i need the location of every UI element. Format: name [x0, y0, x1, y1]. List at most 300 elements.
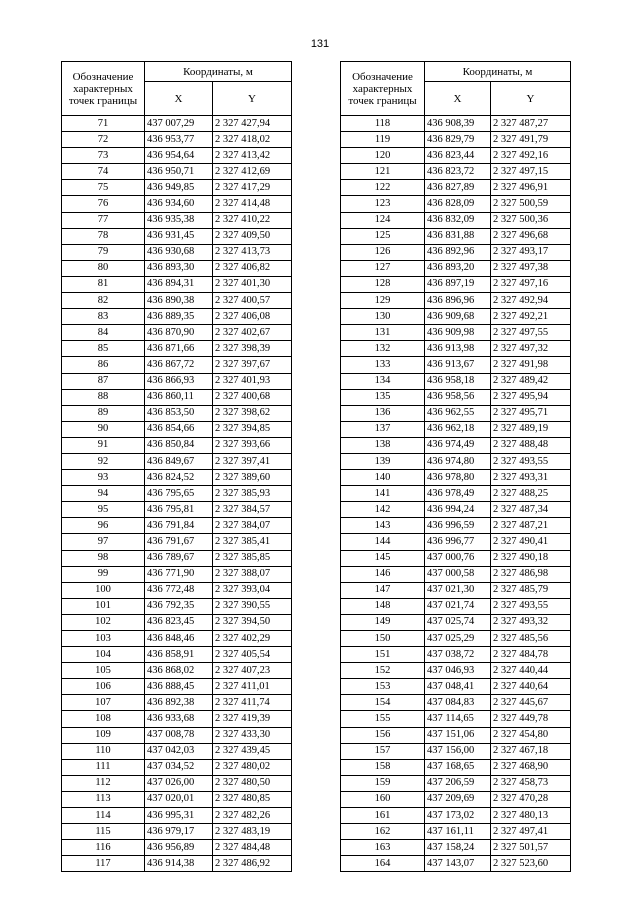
- coord-y-cell: 2 327 390,55: [213, 598, 292, 614]
- coord-y-cell: 2 327 394,85: [213, 421, 292, 437]
- point-id-cell: 113: [62, 791, 145, 807]
- coord-x-cell: 436 934,60: [145, 196, 213, 212]
- coord-x-cell: 437 025,74: [425, 614, 491, 630]
- coord-x-cell: 436 791,67: [145, 534, 213, 550]
- table-row: [62, 325, 292, 341]
- table-row: [62, 502, 292, 518]
- coord-x-cell: 436 896,96: [425, 293, 491, 309]
- coord-y-cell: 2 327 406,08: [213, 309, 292, 325]
- coord-x-cell: 436 832,09: [425, 212, 491, 228]
- coord-x-cell: 436 913,98: [425, 341, 491, 357]
- coord-x-cell: 436 893,20: [425, 260, 491, 276]
- coord-y-cell: 2 327 384,57: [213, 502, 292, 518]
- point-id-cell: 153: [341, 679, 425, 695]
- table-row: [62, 164, 292, 180]
- coord-x-cell: 436 892,96: [425, 244, 491, 260]
- coord-y-cell: 2 327 496,68: [491, 228, 571, 244]
- point-id-cell: 152: [341, 663, 425, 679]
- table-row: [341, 534, 571, 550]
- coord-x-cell: 436 890,38: [145, 293, 213, 309]
- coord-y-cell: 2 327 493,55: [491, 598, 571, 614]
- coord-y-cell: 2 327 385,85: [213, 550, 292, 566]
- table-row: [341, 228, 571, 244]
- coord-x-cell: 436 772,48: [145, 582, 213, 598]
- coord-x-cell: 436 831,88: [425, 228, 491, 244]
- coord-x-cell: 436 995,31: [145, 808, 213, 824]
- point-id-cell: 157: [341, 743, 425, 759]
- coord-x-cell: 436 871,66: [145, 341, 213, 357]
- coord-y-cell: 2 327 405,54: [213, 647, 292, 663]
- point-id-cell: 146: [341, 566, 425, 582]
- coord-x-cell: 436 828,09: [425, 196, 491, 212]
- coord-y-cell: 2 327 454,80: [491, 727, 571, 743]
- table-row: [62, 244, 292, 260]
- point-id-cell: 130: [341, 309, 425, 325]
- table-row: [62, 437, 292, 453]
- coord-x-cell: 437 034,52: [145, 759, 213, 775]
- table-row: [62, 759, 292, 775]
- point-id-cell: 74: [62, 164, 145, 180]
- coord-x-cell: 436 954,64: [145, 148, 213, 164]
- coord-x-cell: 436 962,55: [425, 405, 491, 421]
- point-id-cell: 92: [62, 453, 145, 469]
- header-point-label: Обозначение характерных точек границы: [62, 62, 145, 116]
- point-id-cell: 86: [62, 357, 145, 373]
- coord-y-cell: 2 327 406,82: [213, 260, 292, 276]
- table-row: [341, 164, 571, 180]
- coord-x-cell: 436 931,45: [145, 228, 213, 244]
- coord-x-cell: 436 914,38: [145, 856, 213, 872]
- coord-x-cell: 436 853,50: [145, 405, 213, 421]
- table-row: [341, 244, 571, 260]
- coord-y-cell: 2 327 486,98: [491, 566, 571, 582]
- point-id-cell: 99: [62, 566, 145, 582]
- point-id-cell: 100: [62, 582, 145, 598]
- coord-y-cell: 2 327 385,93: [213, 486, 292, 502]
- point-id-cell: 81: [62, 276, 145, 292]
- point-id-cell: 111: [62, 759, 145, 775]
- point-id-cell: 78: [62, 228, 145, 244]
- coord-x-cell: 436 829,79: [425, 132, 491, 148]
- coord-y-cell: 2 327 484,48: [213, 840, 292, 856]
- table-row: [62, 357, 292, 373]
- point-id-cell: 143: [341, 518, 425, 534]
- point-id-cell: 77: [62, 212, 145, 228]
- coord-x-cell: 436 795,65: [145, 486, 213, 502]
- table-row: [62, 598, 292, 614]
- coord-y-cell: 2 327 449,78: [491, 711, 571, 727]
- coord-x-cell: 436 889,35: [145, 309, 213, 325]
- coord-x-cell: 436 827,89: [425, 180, 491, 196]
- point-id-cell: 73: [62, 148, 145, 164]
- table-row: [341, 631, 571, 647]
- coord-y-cell: 2 327 401,93: [213, 373, 292, 389]
- table-row: [62, 534, 292, 550]
- coord-y-cell: 2 327 419,39: [213, 711, 292, 727]
- coord-x-cell: 437 151,06: [425, 727, 491, 743]
- point-id-cell: 108: [62, 711, 145, 727]
- coord-y-cell: 2 327 398,39: [213, 341, 292, 357]
- point-id-cell: 96: [62, 518, 145, 534]
- table-row: [341, 132, 571, 148]
- point-id-cell: 112: [62, 775, 145, 791]
- header-coordinates: Координаты, м: [145, 62, 292, 82]
- coord-x-cell: 436 979,17: [145, 824, 213, 840]
- coord-x-cell: 437 008,78: [145, 727, 213, 743]
- table-row: [62, 405, 292, 421]
- point-id-cell: 134: [341, 373, 425, 389]
- table-row: [341, 808, 571, 824]
- coord-x-cell: 436 953,77: [145, 132, 213, 148]
- coord-y-cell: 2 327 491,98: [491, 357, 571, 373]
- coord-y-cell: 2 327 497,32: [491, 341, 571, 357]
- coord-y-cell: 2 327 400,68: [213, 389, 292, 405]
- table-row: [341, 470, 571, 486]
- coord-y-cell: 2 327 440,64: [491, 679, 571, 695]
- coord-y-cell: 2 327 488,48: [491, 437, 571, 453]
- coord-x-cell: 436 860,11: [145, 389, 213, 405]
- table-row: [341, 679, 571, 695]
- point-id-cell: 145: [341, 550, 425, 566]
- coord-y-cell: 2 327 493,32: [491, 614, 571, 630]
- coord-y-cell: 2 327 394,50: [213, 614, 292, 630]
- coord-y-cell: 2 327 393,04: [213, 582, 292, 598]
- coord-x-cell: 436 978,80: [425, 470, 491, 486]
- coord-x-cell: 436 823,45: [145, 614, 213, 630]
- coord-y-cell: 2 327 497,55: [491, 325, 571, 341]
- point-id-cell: 91: [62, 437, 145, 453]
- table-row: [341, 695, 571, 711]
- point-id-cell: 101: [62, 598, 145, 614]
- coord-x-cell: 437 021,74: [425, 598, 491, 614]
- coordinates-table-left: [61, 61, 292, 872]
- coord-y-cell: 2 327 492,21: [491, 309, 571, 325]
- table-row: [341, 405, 571, 421]
- table-row: [62, 711, 292, 727]
- coord-x-cell: 436 823,72: [425, 164, 491, 180]
- coord-y-cell: 2 327 397,41: [213, 453, 292, 469]
- point-id-cell: 149: [341, 614, 425, 630]
- coord-y-cell: 2 327 501,57: [491, 840, 571, 856]
- coord-x-cell: 437 046,93: [425, 663, 491, 679]
- point-id-cell: 122: [341, 180, 425, 196]
- coord-y-cell: 2 327 492,94: [491, 293, 571, 309]
- header-coordinates: Координаты, м: [425, 62, 571, 82]
- coord-x-cell: 436 866,93: [145, 373, 213, 389]
- coord-x-cell: 436 978,49: [425, 486, 491, 502]
- point-id-cell: 129: [341, 293, 425, 309]
- point-id-cell: 160: [341, 791, 425, 807]
- coord-y-cell: 2 327 397,67: [213, 357, 292, 373]
- coord-y-cell: 2 327 487,34: [491, 502, 571, 518]
- point-id-cell: 104: [62, 647, 145, 663]
- coord-y-cell: 2 327 485,79: [491, 582, 571, 598]
- coord-y-cell: 2 327 487,21: [491, 518, 571, 534]
- coord-x-cell: 436 894,31: [145, 276, 213, 292]
- coord-x-cell: 437 206,59: [425, 775, 491, 791]
- coord-y-cell: 2 327 440,44: [491, 663, 571, 679]
- table-row: [62, 631, 292, 647]
- coord-y-cell: 2 327 523,60: [491, 856, 571, 872]
- table-row: [341, 775, 571, 791]
- point-id-cell: 76: [62, 196, 145, 212]
- table-row: [62, 566, 292, 582]
- coord-x-cell: 436 974,80: [425, 453, 491, 469]
- coord-x-cell: 437 025,29: [425, 631, 491, 647]
- header-x: X: [145, 82, 213, 116]
- coord-y-cell: 2 327 385,41: [213, 534, 292, 550]
- coord-y-cell: 2 327 483,19: [213, 824, 292, 840]
- coord-x-cell: 436 962,18: [425, 421, 491, 437]
- coord-x-cell: 437 156,00: [425, 743, 491, 759]
- coord-y-cell: 2 327 412,69: [213, 164, 292, 180]
- coord-y-cell: 2 327 496,91: [491, 180, 571, 196]
- coord-x-cell: 436 913,67: [425, 357, 491, 373]
- coord-y-cell: 2 327 414,48: [213, 196, 292, 212]
- coord-x-cell: 437 026,00: [145, 775, 213, 791]
- table-row: [341, 840, 571, 856]
- table-row: [341, 260, 571, 276]
- coord-y-cell: 2 327 407,23: [213, 663, 292, 679]
- point-id-cell: 162: [341, 824, 425, 840]
- coord-y-cell: 2 327 493,17: [491, 244, 571, 260]
- coord-y-cell: 2 327 398,62: [213, 405, 292, 421]
- coord-x-cell: 436 996,77: [425, 534, 491, 550]
- coord-y-cell: 2 327 401,30: [213, 276, 292, 292]
- table-row: [341, 116, 571, 132]
- coord-y-cell: 2 327 486,92: [213, 856, 292, 872]
- point-id-cell: 93: [62, 470, 145, 486]
- coord-x-cell: 436 858,91: [145, 647, 213, 663]
- coord-y-cell: 2 327 480,13: [491, 808, 571, 824]
- coord-x-cell: 436 893,30: [145, 260, 213, 276]
- table-row: [62, 791, 292, 807]
- table-row: [341, 743, 571, 759]
- header-y: Y: [491, 82, 571, 116]
- coord-x-cell: 436 792,35: [145, 598, 213, 614]
- coord-x-cell: 436 868,02: [145, 663, 213, 679]
- point-id-cell: 118: [341, 116, 425, 132]
- table-row: [341, 421, 571, 437]
- coord-x-cell: 437 038,72: [425, 647, 491, 663]
- coord-x-cell: 436 974,49: [425, 437, 491, 453]
- coord-x-cell: 436 958,56: [425, 389, 491, 405]
- point-id-cell: 128: [341, 276, 425, 292]
- coord-x-cell: 437 168,65: [425, 759, 491, 775]
- coord-y-cell: 2 327 439,45: [213, 743, 292, 759]
- coord-y-cell: 2 327 411,74: [213, 695, 292, 711]
- point-id-cell: 80: [62, 260, 145, 276]
- point-id-cell: 114: [62, 808, 145, 824]
- table-row: [341, 824, 571, 840]
- point-id-cell: 119: [341, 132, 425, 148]
- coord-x-cell: 436 854,66: [145, 421, 213, 437]
- table-row: [341, 293, 571, 309]
- coord-x-cell: 437 209,69: [425, 791, 491, 807]
- point-id-cell: 151: [341, 647, 425, 663]
- point-id-cell: 140: [341, 470, 425, 486]
- table-row: [62, 856, 292, 872]
- coord-x-cell: 437 084,83: [425, 695, 491, 711]
- point-id-cell: 110: [62, 743, 145, 759]
- table-row: [341, 663, 571, 679]
- point-id-cell: 147: [341, 582, 425, 598]
- coord-y-cell: 2 327 497,16: [491, 276, 571, 292]
- coord-x-cell: 436 933,68: [145, 711, 213, 727]
- table-row: [62, 132, 292, 148]
- point-id-cell: 105: [62, 663, 145, 679]
- table-row: [62, 196, 292, 212]
- coord-x-cell: 437 007,29: [145, 116, 213, 132]
- coord-x-cell: 436 823,44: [425, 148, 491, 164]
- table-row: [62, 470, 292, 486]
- coord-y-cell: 2 327 410,22: [213, 212, 292, 228]
- coord-x-cell: 436 996,59: [425, 518, 491, 534]
- table-row: [341, 759, 571, 775]
- table-row: [62, 679, 292, 695]
- table-row: [341, 614, 571, 630]
- coord-x-cell: 436 848,46: [145, 631, 213, 647]
- point-id-cell: 83: [62, 309, 145, 325]
- table-row: [341, 727, 571, 743]
- coord-y-cell: 2 327 485,56: [491, 631, 571, 647]
- coord-x-cell: 436 789,67: [145, 550, 213, 566]
- coord-y-cell: 2 327 402,67: [213, 325, 292, 341]
- table-row: [62, 550, 292, 566]
- point-id-cell: 125: [341, 228, 425, 244]
- coord-y-cell: 2 327 500,59: [491, 196, 571, 212]
- table-row: [62, 808, 292, 824]
- point-id-cell: 164: [341, 856, 425, 872]
- coord-x-cell: 437 021,30: [425, 582, 491, 598]
- coord-x-cell: 437 173,02: [425, 808, 491, 824]
- coord-y-cell: 2 327 480,02: [213, 759, 292, 775]
- coord-y-cell: 2 327 490,18: [491, 550, 571, 566]
- point-id-cell: 138: [341, 437, 425, 453]
- point-id-cell: 131: [341, 325, 425, 341]
- point-id-cell: 85: [62, 341, 145, 357]
- point-id-cell: 161: [341, 808, 425, 824]
- coord-y-cell: 2 327 488,25: [491, 486, 571, 502]
- point-id-cell: 141: [341, 486, 425, 502]
- coord-y-cell: 2 327 492,16: [491, 148, 571, 164]
- coord-y-cell: 2 327 458,73: [491, 775, 571, 791]
- table-row: [62, 373, 292, 389]
- coord-y-cell: 2 327 497,15: [491, 164, 571, 180]
- table-row: [62, 743, 292, 759]
- table-row: [62, 116, 292, 132]
- point-id-cell: 79: [62, 244, 145, 260]
- coord-y-cell: 2 327 445,67: [491, 695, 571, 711]
- table-row: [62, 582, 292, 598]
- table-row: [341, 276, 571, 292]
- point-id-cell: 133: [341, 357, 425, 373]
- table-row: [341, 325, 571, 341]
- table-row: [62, 276, 292, 292]
- table-row: [62, 518, 292, 534]
- table-row: [62, 212, 292, 228]
- table-row: [62, 727, 292, 743]
- point-id-cell: 87: [62, 373, 145, 389]
- coord-x-cell: 437 048,41: [425, 679, 491, 695]
- point-id-cell: 82: [62, 293, 145, 309]
- point-id-cell: 155: [341, 711, 425, 727]
- coord-x-cell: 437 114,65: [425, 711, 491, 727]
- table-row: [62, 180, 292, 196]
- coord-x-cell: 437 143,07: [425, 856, 491, 872]
- table-row: [341, 647, 571, 663]
- point-id-cell: 109: [62, 727, 145, 743]
- coord-y-cell: 2 327 400,57: [213, 293, 292, 309]
- coord-y-cell: 2 327 500,36: [491, 212, 571, 228]
- point-id-cell: 88: [62, 389, 145, 405]
- point-id-cell: 142: [341, 502, 425, 518]
- table-row: [341, 598, 571, 614]
- table-row: [62, 260, 292, 276]
- coord-y-cell: 2 327 489,19: [491, 421, 571, 437]
- coord-x-cell: 436 791,84: [145, 518, 213, 534]
- point-id-cell: 116: [62, 840, 145, 856]
- coord-x-cell: 437 000,76: [425, 550, 491, 566]
- table-row: [341, 212, 571, 228]
- coord-y-cell: 2 327 489,42: [491, 373, 571, 389]
- coord-y-cell: 2 327 480,50: [213, 775, 292, 791]
- point-id-cell: 126: [341, 244, 425, 260]
- coord-x-cell: 437 042,03: [145, 743, 213, 759]
- table-row: [62, 614, 292, 630]
- coord-x-cell: 436 795,81: [145, 502, 213, 518]
- point-id-cell: 102: [62, 614, 145, 630]
- coord-y-cell: 2 327 409,50: [213, 228, 292, 244]
- coord-x-cell: 436 909,98: [425, 325, 491, 341]
- table-row: [62, 309, 292, 325]
- coord-y-cell: 2 327 388,07: [213, 566, 292, 582]
- point-id-cell: 120: [341, 148, 425, 164]
- coord-y-cell: 2 327 487,27: [491, 116, 571, 132]
- coord-y-cell: 2 327 470,28: [491, 791, 571, 807]
- coord-y-cell: 2 327 467,18: [491, 743, 571, 759]
- point-id-cell: 135: [341, 389, 425, 405]
- coord-x-cell: 437 161,11: [425, 824, 491, 840]
- table-row: [62, 695, 292, 711]
- coord-x-cell: 436 994,24: [425, 502, 491, 518]
- table-row: [62, 840, 292, 856]
- coord-x-cell: 437 020,01: [145, 791, 213, 807]
- table-row: [341, 309, 571, 325]
- coord-y-cell: 2 327 497,38: [491, 260, 571, 276]
- coord-x-cell: 436 867,72: [145, 357, 213, 373]
- table-row: [62, 148, 292, 164]
- coord-y-cell: 2 327 497,41: [491, 824, 571, 840]
- table-row: [341, 373, 571, 389]
- table-row: [341, 856, 571, 872]
- point-id-cell: 159: [341, 775, 425, 791]
- point-id-cell: 75: [62, 180, 145, 196]
- table-row: [341, 791, 571, 807]
- point-id-cell: 71: [62, 116, 145, 132]
- table-row: [341, 518, 571, 534]
- table-row: [62, 486, 292, 502]
- table-row: [62, 775, 292, 791]
- point-id-cell: 117: [62, 856, 145, 872]
- table-row: [62, 663, 292, 679]
- page-number: 131: [310, 38, 330, 50]
- coord-y-cell: 2 327 427,94: [213, 116, 292, 132]
- table-row: [341, 566, 571, 582]
- coord-y-cell: 2 327 490,41: [491, 534, 571, 550]
- point-id-cell: 139: [341, 453, 425, 469]
- coord-y-cell: 2 327 389,60: [213, 470, 292, 486]
